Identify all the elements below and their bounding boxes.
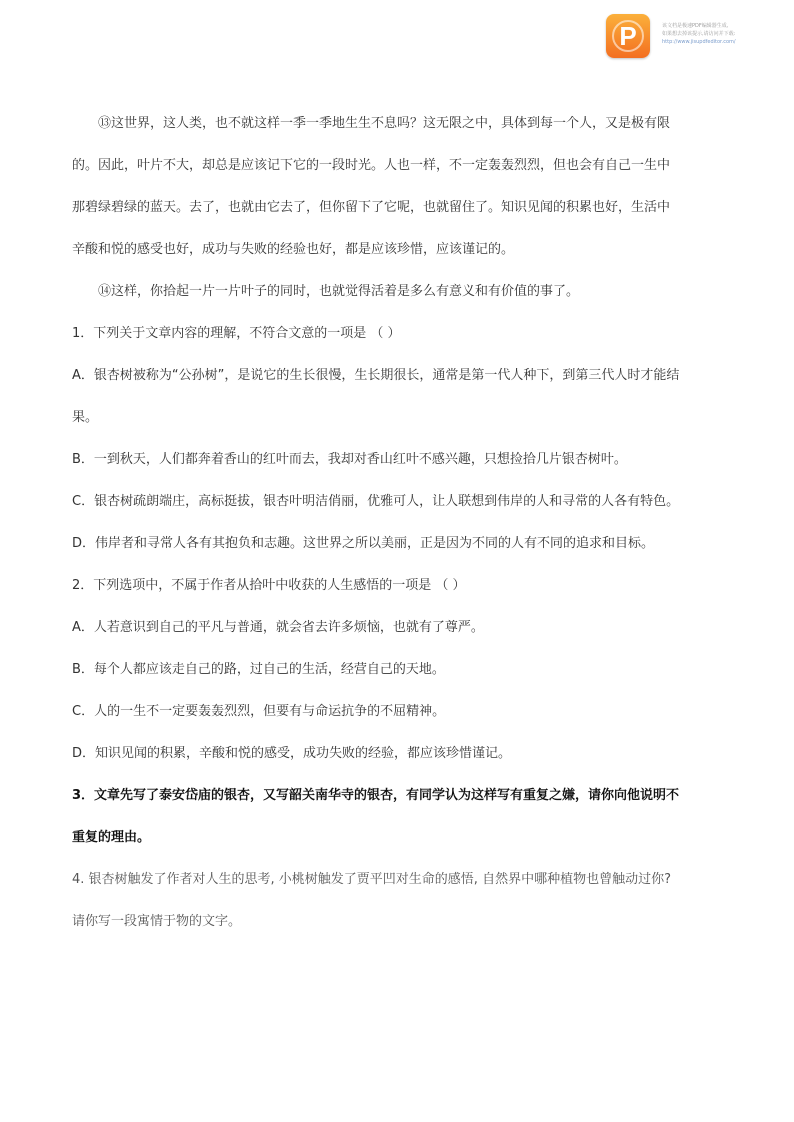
- paragraph-13-line-3: 那碧绿碧绿的蓝天。去了，也就由它去了，但你留下了它呢，也就留住了。知识见闻的积累也好，生活中: [72, 200, 671, 215]
- question-4-line-2: 请你写一段寓情于物的文字。: [72, 914, 242, 929]
- question-1-option-b: B．一到秋天，人们都奔着香山的红叶而去，我却对香山红叶不感兴趣，只想捡拾几片银杏树叶。: [72, 452, 627, 467]
- pdf-editor-logo-icon: [606, 14, 650, 58]
- watermark-line-1: 该文档是极速PDF编辑器生成,: [662, 23, 729, 29]
- question-2-stem: 2．下列选项中，不属于作者从拾叶中收获的人生感悟的一项是 （ ）: [72, 578, 466, 593]
- question-3-line-2: 重复的理由。: [72, 830, 151, 845]
- question-2-option-b: B．每个人都应该走自己的路，过自己的生活，经营自己的天地。: [72, 662, 445, 677]
- watermark-line-2: 如果想去掉该提示,请访问并下载:: [662, 31, 736, 37]
- question-1-option-a-line-2: 果。: [72, 410, 99, 425]
- document-body: [72, 103, 724, 943]
- paragraph-13-line-1: ⑬这世界，这人类，也不就这样一季一季地生生不息吗？这无限之中，具体到每一个人，又是极有限: [98, 116, 671, 131]
- pdf-editor-watermark: [606, 14, 784, 58]
- logo-letter: P: [619, 21, 637, 51]
- paragraph-14: ⑭这样，你拾起一片一片叶子的同时，也就觉得活着是多么有意义和有价值的事了。: [98, 284, 580, 299]
- question-2-option-d: D．知识见闻的积累，辛酸和悦的感受，成功失败的经验，都应该珍惜谨记。: [72, 746, 512, 761]
- paragraph-13-line-2: 的。因此，叶片不大，却总是应该记下它的一段时光。人也一样，不一定轰轰烈烈，但也会有自己一生中: [72, 158, 671, 173]
- question-4-line-1: 4. 银杏树触发了作者对人生的思考, 小桃树触发了贾平凹对生命的感悟, 自然界中哪种植物也曾触动过你?: [72, 872, 671, 887]
- question-1-option-d: D．伟岸者和寻常人各有其抱负和志趣。这世界之所以美丽，正是因为不同的人有不同的追求和目标。: [72, 536, 655, 551]
- question-3-line-1: 3．文章先写了泰安岱庙的银杏，又写韶关南华寺的银杏，有同学认为这样写有重复之嫌，请你向他说明不: [72, 788, 680, 803]
- question-2-option-c: C．人的一生不一定要轰轰烈烈，但要有与命运抗争的不屈精神。: [72, 704, 446, 719]
- paragraph-13-line-4: 辛酸和悦的感受也好，成功与失败的经验也好，都是应该珍惜，应该谨记的。: [72, 242, 515, 257]
- question-1-option-c: C．银杏树疏朗端庄，高标挺拔，银杏叶明洁俏丽，优雅可人，让人联想到伟岸的人和寻常的人各有特色。: [72, 494, 680, 509]
- watermark-text: [662, 22, 786, 46]
- watermark-url-link[interactable]: http://www.jisupdfeditor.com/: [662, 39, 736, 45]
- question-1-option-a-line-1: A．银杏树被称为“公孙树”，是说它的生长很慢，生长期很长，通常是第一代人种下，到第三代人时才能结: [72, 368, 680, 383]
- question-1-stem: 1．下列关于文章内容的理解，不符合文意的一项是 （ ）: [72, 326, 401, 341]
- question-2-option-a: A．人若意识到自己的平凡与普通，就会省去许多烦恼，也就有了尊严。: [72, 620, 484, 635]
